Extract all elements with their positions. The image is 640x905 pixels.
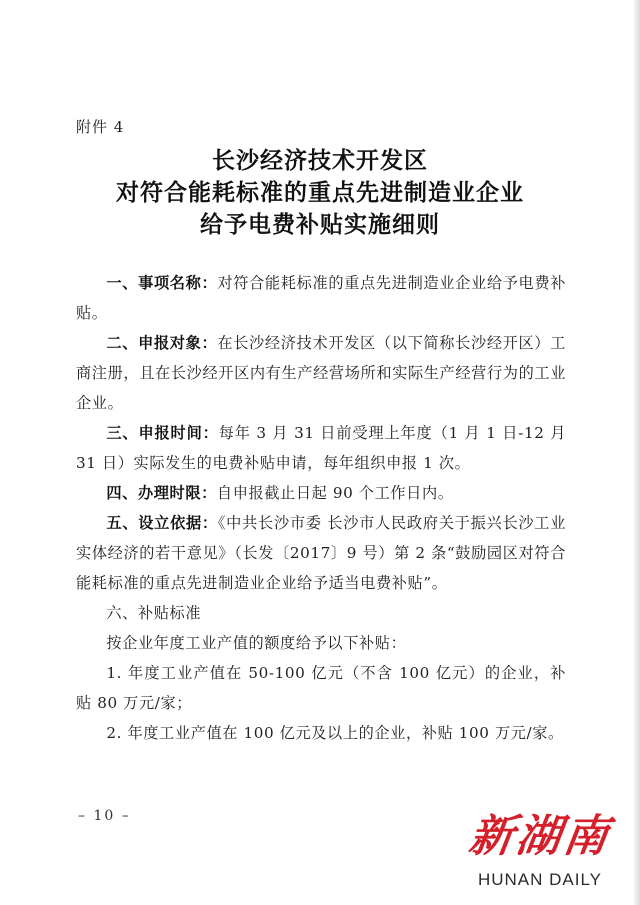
paragraph-text: 自申报截止日起 90 个工作日内。: [216, 484, 454, 502]
paragraph-text: 按企业年度工业产值的额度给予以下补贴：: [106, 634, 407, 652]
paragraph-text: 2. 年度工业产值在 100 亿元及以上的企业，补贴 100 万元/家。: [106, 724, 564, 742]
paragraph-application-time: [76, 418, 566, 478]
paragraph-lead: 三、申报时间：: [106, 424, 219, 442]
watermark-chinese: 新湖南: [465, 811, 615, 862]
paragraph-lead: 二、申报对象：: [106, 334, 218, 352]
paragraph-subsidy-intro: [76, 628, 566, 658]
document-title-line-1: 长沙经济技术开发区: [212, 147, 428, 174]
paragraph-text: 六、补贴标准: [106, 604, 202, 622]
document-title-line-3: 给予电费补贴实施细则: [200, 211, 440, 238]
paragraph-basis: [76, 508, 566, 598]
scan-edge: [634, 0, 640, 905]
paragraph-lead: 四、办理时限：: [106, 484, 217, 502]
paragraph-text: 在长沙经济技术开发区（以下简称长沙经开区）工商注册，且在长沙经开区内有生产经营场所和实际生产经营行为的工业企业。: [76, 334, 567, 412]
watermark-english: HUNAN DAILY: [477, 870, 603, 889]
paragraph-lead: 一、事项名称：: [106, 274, 218, 292]
paragraph-text: 每年 3 月 31 日前受理上年度（1 月 1 日-12 月 31 日）实际发生的电费补贴申请，每年组织申报 1 次。: [76, 424, 566, 472]
paragraph-text: 1. 年度工业产值在 50-100 亿元（不含 100 亿元）的企业，补贴 80 万元/家；: [76, 664, 566, 712]
paragraph-item-name: [76, 268, 566, 328]
paragraph-subsidy-tier-1: [76, 658, 566, 718]
paragraph-text: 《中共长沙市委 长沙市人民政府关于振兴长沙工业实体经济的若干意见》（长发〔2017〕9 号）第 2 条“鼓励园区对符合能耗标准的重点先进制造业企业给予适当电费补贴”。: [76, 514, 566, 592]
paragraph-text: 对符合能耗标准的重点先进制造业企业给予电费补贴。: [76, 274, 567, 322]
document-title-line-2: 对符合能耗标准的重点先进制造业企业: [116, 179, 524, 206]
paragraph-subsidy-tier-2: [76, 718, 566, 748]
paragraph-processing-time: [76, 478, 566, 508]
document-body: [76, 268, 566, 748]
page-number: – 10 –: [78, 808, 131, 824]
hunan-daily-watermark: [450, 812, 630, 890]
paragraph-applicant: [76, 328, 566, 418]
paragraph-lead: 五、设立依据：: [106, 514, 218, 532]
attachment-label: 附件 4: [76, 118, 125, 136]
paragraph-subsidy-heading: [76, 598, 566, 628]
